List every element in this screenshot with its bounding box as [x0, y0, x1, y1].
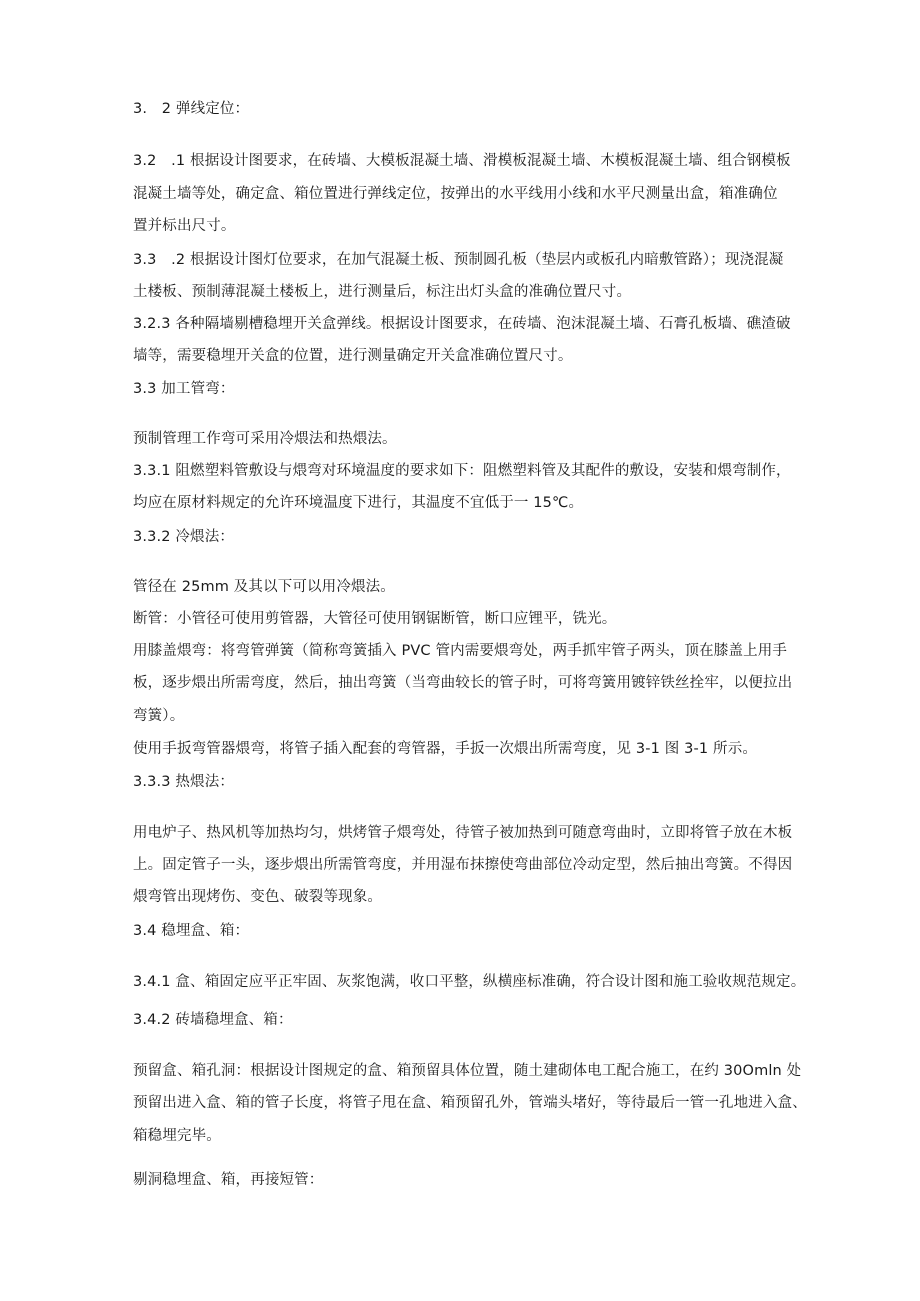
paragraph-line: 用膝盖煨弯：将弯管弹簧（简称弯簧插入 PVC 管内需要煨弯处，两手抓牢管子两头，顶在膝盖上用手	[133, 643, 788, 659]
paragraph-line: 墙等，需要稳埋开关盒的位置，进行测量确定开关盒准确位置尺寸。	[133, 348, 573, 364]
paragraph-line: 均应在原材料规定的允许环境温度下进行，其温度不宜低于一 15℃。	[133, 495, 584, 511]
paragraph-line: 断管：小管径可使用剪管器，大管径可使用钢锯断管，断口应锂平，铣光。	[133, 611, 617, 627]
paragraph-line: 3.3 .2 根据设计图灯位要求，在加气混凝土板、预制圆孔板（垫层内或板孔内暗敷管路）；现浇混凝	[133, 252, 784, 268]
paragraph-line: 用电炉子、热风机等加热均匀，烘烤管子煨弯处，待管子被加热到可随意弯曲时，立即将管子放在木板	[133, 825, 793, 841]
paragraph-line: 上。固定管子一头，逐步煨出所需管弯度，并用湿布抹擦使弯曲部位冷动定型，然后抽出弯簧。不得因	[133, 857, 793, 873]
heading-3-3-pipe-bending: 3.3 加工管弯：	[133, 381, 235, 397]
paragraph-line: 混凝土墙等处，确定盒、箱位置进行弹线定位，按弹出的水平线用小线和水平尺测量出盒，箱准确位	[133, 186, 778, 202]
paragraph-line: 预留盒、箱孔洞：根据设计图规定的盒、箱预留具体位置，随土建砌体电工配合施工，在约 30Omln 处	[133, 1063, 802, 1079]
heading-3-4-2-brick-wall: 3.4.2 砖墙稳埋盒、箱：	[133, 1012, 293, 1028]
heading-3-3-3-hot-bending: 3.3.3 热煨法：	[133, 774, 235, 790]
paragraph-line: 置并标出尺寸。	[133, 218, 236, 234]
paragraph-line: 使用手扳弯管器煨弯，将管子插入配套的弯管器，手扳一次煨出所需弯度，见 3-1 图 3-1 所示。	[133, 741, 757, 757]
heading-3-3-2-cold-bending: 3.3.2 冷煨法：	[133, 529, 235, 545]
paragraph-line: 土楼板、预制薄混凝土楼板上，进行测量后，标注出灯头盒的准确位置尺寸。	[133, 284, 632, 300]
paragraph-line: 煨弯管出现烤伤、变色、破裂等现象。	[133, 889, 383, 905]
paragraph-line: 3.4.1 盒、箱固定应平正牢固、灰浆饱满，收口平整，纵横座标准确，符合设计图和施工验收规范规定。	[133, 974, 806, 990]
paragraph-line: 3.3.1 阻燃塑料管敷设与煨弯对环境温度的要求如下：阻燃塑料管及其配件的敷设，安装和煨弯制作，	[133, 463, 791, 479]
paragraph-line: 管径在 25mm 及其以下可以用冷煨法。	[133, 579, 395, 595]
paragraph-line: 3.2.3 各种隔墙剔槽稳埋开关盒弹线。根据设计图要求，在砖墙、泡沫混凝土墙、石膏孔板墙、礁渣破	[133, 316, 791, 332]
paragraph-line: 箱稳埋完毕。	[133, 1128, 221, 1144]
paragraph-line: 预留出进入盒、箱的管子长度，将管子甩在盒、箱预留孔外，管端头堵好，等待最后一管一孔地进入盒、	[133, 1095, 807, 1111]
paragraph-line: 弯簧）。	[133, 708, 185, 724]
heading-3-4-box-embedding: 3.4 稳埋盒、箱：	[133, 923, 250, 939]
paragraph-line: 预制管理工作弯可采用冷煨法和热煨法。	[133, 431, 397, 447]
paragraph-line: 剔洞稳埋盒、箱，再接短管：	[133, 1172, 324, 1188]
heading-3-2-line-positioning: 3. 2 弹线定位：	[133, 101, 250, 117]
paragraph-line: 板，逐步煨出所需弯度，然后，抽出弯簧（当弯曲较长的管子时，可将弯簧用镀锌铁丝拴牢，以便拉出	[133, 675, 793, 691]
paragraph-line: 3.2 .1 根据设计图要求，在砖墙、大模板混凝土墙、滑模板混凝土墙、木模板混凝土墙、组合钢模板	[133, 153, 791, 169]
